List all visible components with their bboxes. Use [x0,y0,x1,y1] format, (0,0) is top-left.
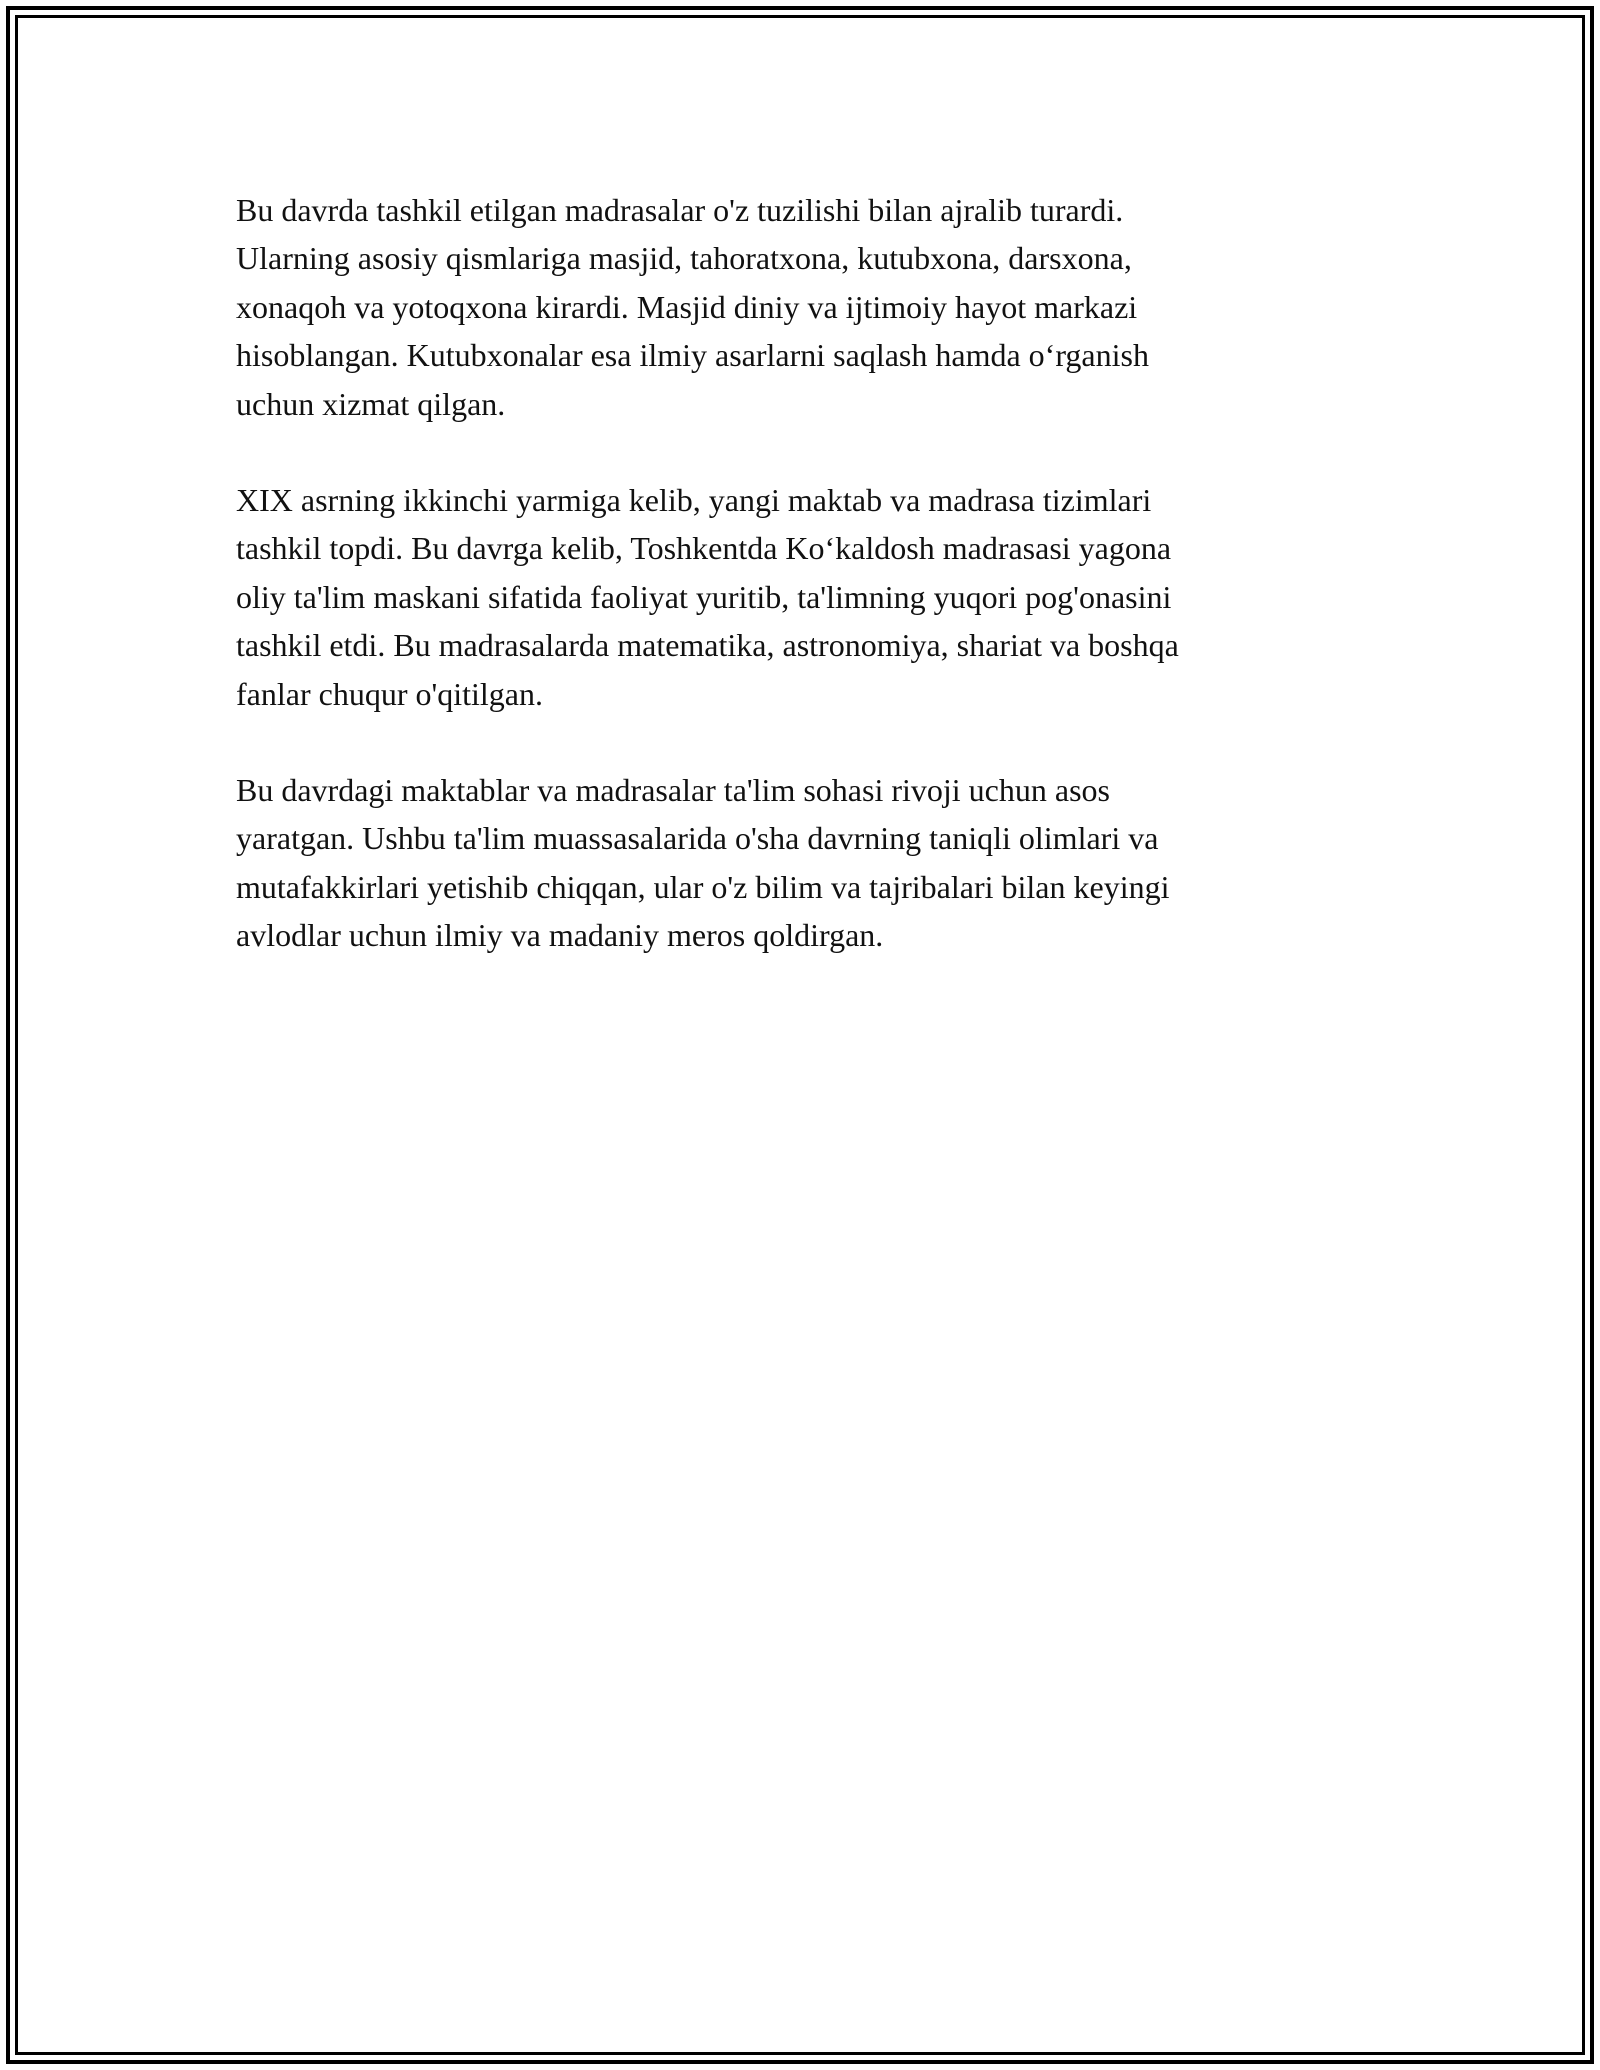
paragraph-nineteenth-century-schools: XIX asrning ikkinchi yarmiga kelib, yangi maktab va madrasa tizimlari tashkil topdi. Bu davrga kelib, Toshkentda Ko‘kaldosh madrasasi yagona oliy ta'lim maskani sifatida faoliyat yuritib, ta'limning yuqori pog'onasini tashkil etdi. Bu madrasalarda matematika, astronomiya, shariat va boshqa fanlar chuqur o'qitilgan. [236,482,1179,712]
paragraph-madrasa-structure: Bu davrda tashkil etilgan madrasalar o'z tuzilishi bilan ajralib turardi. Ularning asosiy qismlariga masjid, tahoratxona, kutubxona, darsxona, xonaqoh va yotoqxona kirardi. Masjid diniy va ijtimoiy hayot markazi hisoblangan. Kutubxonalar esa ilmiy asarlarni saqlash hamda o‘rganish uchun xizmat qilgan. [236,192,1149,422]
paragraph-educational-legacy: Bu davrdagi maktablar va madrasalar ta'lim sohasi rivoji uchun asos yaratgan. Ushbu ta'lim muassasalarida o'sha davrning taniqli olimlari va mutafakkirlari yetishib chiqqan, ular o'z bilim va tajribalari bilan keyingi avlodlar uchun ilmiy va madaniy meros qoldirgan. [236,772,1170,954]
document-body [236,186,1346,1008]
